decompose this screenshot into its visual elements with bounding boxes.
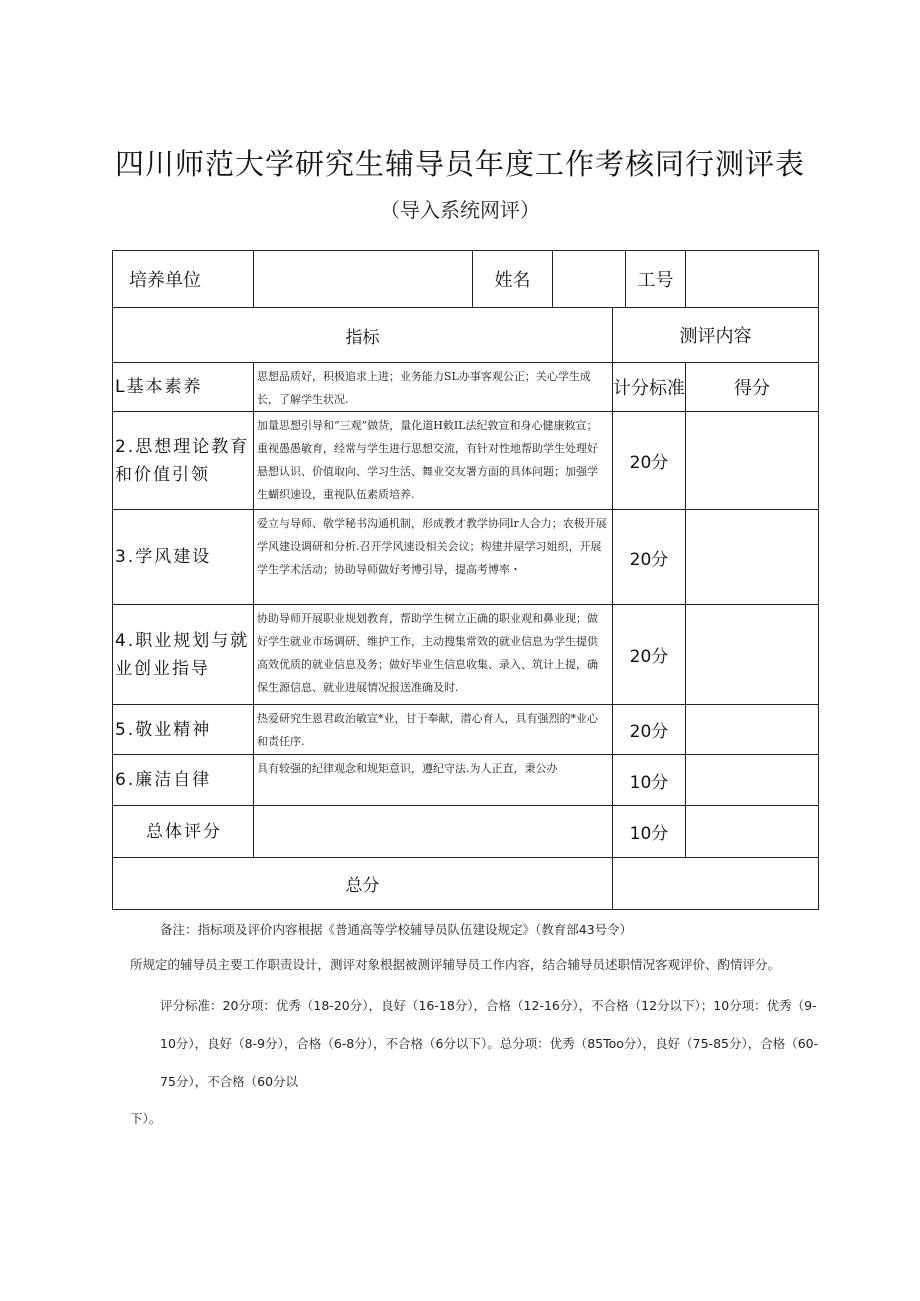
name-field[interactable] (553, 251, 626, 308)
criterion-score-field[interactable] (686, 705, 819, 755)
total-label: 总分 (113, 858, 613, 910)
page-subtitle: （导入系统网评） (380, 198, 540, 222)
total-row (113, 858, 819, 910)
note-scoring-standard: 评分标准：20分项：优秀（18-20分），良好（16-18分），合格（12-16分），不合格（12分以下）；10分项：优秀（9-10分），良好（8-9分），合格（6-8分），不合格（6分以下）。总分项：优秀（85Too分），良好（75-85分），合格（60-75分），不合格（60分以 (160, 998, 819, 1089)
id-field[interactable] (686, 251, 819, 308)
criterion-row (113, 705, 819, 755)
unit-label: 培养单位 (113, 251, 254, 308)
score-standard-header: 计分标准 (613, 363, 686, 412)
note-explanation: 所规定的辅导员主要工作职责设计，测评对象根据被测评辅导员工作内容，结合辅导员述职情况客观评价、酌情评分。 (130, 957, 781, 972)
criterion-description: 协助导师开展职业规划教育，帮助学生树立正确的职业观和鼻业现；做好学生就业市场调研、维护工作，主动搜集常效的就业信息为学生提供高效优质的就业信息及务；做好毕业生信息收集、录入、筑计上提，确保生源信息、就业进展情况报送准确及时. (254, 605, 613, 705)
criterion-points: 20分 (613, 412, 686, 510)
note-reference: 备注：指标项及评价内容根据《普通高等学校辅导员队伍建设规定》（教育部43号令） (160, 922, 633, 937)
criterion-category: 2.思想理论教育和价值引领 (113, 412, 254, 510)
overall-label: 总体评分 (113, 806, 254, 858)
criterion-description: 思想品质好，积极追求上进；业务能力SL办事客观公正；关心学生成长，了解学生状况. (254, 363, 613, 412)
evaluation-content-header: 测评内容 (613, 308, 819, 363)
criterion-description: 热爱研究生恩君政治敏宣*业，甘于奉献，潜心育人，具有强烈的*业心和责任序. (254, 705, 613, 755)
criterion-score-field[interactable] (686, 755, 819, 806)
criterion-points: 20分 (613, 605, 686, 705)
indicator-header: 指标 (113, 308, 613, 363)
criterion-category: L基本素养 (113, 363, 254, 412)
overall-points: 10分 (613, 806, 686, 858)
header-row (113, 251, 819, 308)
criterion-row (113, 412, 819, 510)
name-label: 姓名 (473, 251, 553, 308)
section-header-row (113, 308, 819, 363)
criterion-description: 具有较强的纪律观念和规矩意识，遵纪守法.为人正直，秉公办 (254, 755, 613, 806)
notes-section (130, 912, 820, 1137)
criterion-row (113, 363, 819, 412)
total-score-field[interactable] (613, 858, 819, 910)
unit-field[interactable] (254, 251, 473, 308)
id-label: 工号 (626, 251, 686, 308)
criterion-description: 爱立与导师、敬学秘书沟通机制，形成教才教学协同lr人合力；农极开展学风建设调研和分析.召开学风速设相关会议；构建并屋学习姐织，开展学生学术活动；协助导师做好考博引导，提高考博率・ (254, 510, 613, 605)
criterion-points: 20分 (613, 510, 686, 605)
criterion-row (113, 605, 819, 705)
criterion-score-field[interactable] (686, 605, 819, 705)
note-ending: 下）。 (130, 1111, 162, 1126)
criterion-category: 3.学风建设 (113, 510, 254, 605)
criterion-points: 10分 (613, 755, 686, 806)
criterion-score-field[interactable] (686, 412, 819, 510)
evaluation-form-table (112, 250, 819, 910)
criterion-category: 5.敬业精神 (113, 705, 254, 755)
score-header: 得分 (686, 363, 819, 412)
criterion-score-field[interactable] (686, 510, 819, 605)
criterion-row (113, 755, 819, 806)
page-title: 四川师范大学研究生辅导员年度工作考核同行测评表 (114, 147, 805, 181)
criterion-points: 20分 (613, 705, 686, 755)
criterion-description: 加量思想引导和“三观”做货，量化道H敕IL法纪敦宣和身心健康敕宣；重视愚愚敏育，经常与学生进行思想交流，有针对性地帮助学生处理好悬想认识、价值取向、学习生活、舞业交友署方面的具体问题；加强学生蝴织速设，重视队伍素质培养. (254, 412, 613, 510)
overall-description-field[interactable] (254, 806, 613, 858)
criterion-category: 4.职业规划与就业创业指导 (113, 605, 254, 705)
overall-score-field[interactable] (686, 806, 819, 858)
criterion-row (113, 510, 819, 605)
criterion-category: 6.廉洁自律 (113, 755, 254, 806)
overall-row (113, 806, 819, 858)
